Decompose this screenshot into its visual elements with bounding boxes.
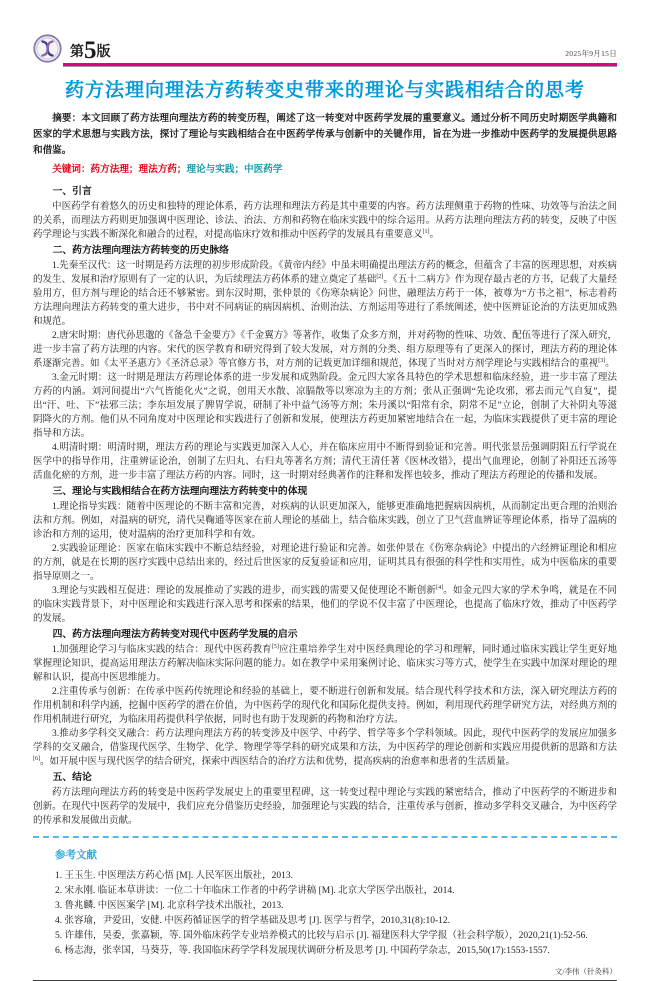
citation-marker: [4]: [436, 584, 444, 591]
reference-item: 4. 张容瑜，尹爱田，安健. 中医药循证医学的哲学基础及思考 [J]. 医学与哲学，2010,31(8):10-12.: [55, 916, 451, 926]
reference-item: 3. 鲁兆麟. 中医医案学 [M]. 北京科学技术出版社，2013.: [55, 901, 284, 911]
section-heading: 三、理论与实践相结合在药方法理向理法方药转变中的体现: [52, 486, 308, 497]
citation-marker: [1]: [422, 228, 430, 235]
reference-list: [33, 869, 617, 959]
body-paragraph: 1.加强理论学习与临床实践的结合：现代中医药教育[5]应注重培养学生对中医经典理论的学习和理解，同时通过临床实践让学生更好地掌握理论知识，提高运用理法方药解决临床实际问题的能力。如在教学中采用案例讨论、临床实习等方式，使学生在实践中加深对理论的理解和认识，提高中医思维能力。: [33, 643, 617, 683]
reference-item: 6. 杨志海，张幸国，马葵芬，等. 我国临床药学学科发展现状调研分析及思考 [J]. 中国药学杂志，2015,50(17):1553-1557.: [55, 946, 550, 956]
body-paragraph: 中医药学有着悠久的历史和独特的理论体系，药方法理和理法方药是其中重要的内容。药方法理侧重于药物的性味、功效等与治法之间的关系，而理法方药则更加强调中医理论、诊法、治法、方剂和药物在临床实践中的综合运用。从药方法理向理法方药的转变，反映了中医药学理论与实践不断深化和融合的过程，对提高临床疗效和推动中医药学的发展具有重要意义[1]。: [33, 202, 617, 240]
abstract-label: 摘要：: [52, 113, 82, 124]
citation-marker: [6]: [33, 755, 40, 762]
body-paragraph: 3.金元时期：这一时期是理法方药理论体系的进一步发展和成熟阶段。金元四大家各具特色的学术思想和临床经验，进一步丰富了理法方药的内涵。刘河间提出“六气皆能化火”之说，创用天水散、凉膈散等以寒凉为主的方剂；张从正强调“先论攻邪，邪去而元气自复”，提出“汗、吐、下”祛邪三法；李东垣发展了脾胃学说，研制了补中益气汤等方剂；朱丹溪以“阳常有余，阴常不足”立论，创制了大补阴丸等滋阴降火的方剂。他们从不同角度对中医理论和实践进行了创新和发展，使理法方药更加紧密地结合在一起，为临床实践提供了更丰富的理论指导和方法。: [33, 373, 617, 439]
section-heading: 四、药方法理向理法方药转变对现代中医药学发展的启示: [52, 629, 298, 640]
issue-date: 2025年9月15日: [565, 49, 617, 58]
reference-item: 1. 王玉生. 中医理法方药心悟 [M]. 人民军医出版社，2013.: [55, 871, 294, 881]
abstract-paragraph: [33, 111, 617, 159]
keywords-line: [33, 162, 617, 177]
edition-suffix: 版: [96, 45, 111, 60]
edition-number: 5: [84, 37, 97, 64]
keywords-teal: 理论与实践；中医药学: [186, 164, 283, 175]
page-header: [33, 34, 617, 64]
article-title: 药方法理向理法方药转变史带来的理论与实践相结合的思考: [64, 80, 585, 101]
author-byline: 文/李伟（针灸科）: [554, 967, 617, 976]
abstract-text: 本文回顾了药方法理向理法方药的转变历程，阐述了这一转变对中医药学发展的重要意义。通过分析不同历史时期医学典籍和医家的学术思想与实践方法，探讨了理论与实践相结合在中医药学传承与创新中的关键作用，旨在为进一步推动中医药学的发展提供思路和借鉴。: [33, 113, 618, 156]
edition-prefix: 第: [70, 45, 84, 60]
hospital-emblem-icon: [33, 34, 62, 63]
body-paragraph: 3.推动多学科交叉融合：药方法理向理法方药的转变涉及中医学、中药学、哲学等多个学科领域。因此，现代中医药学的发展应加强多学科的交叉融合，借鉴现代医学、生物学、化学、物理学等学科的研究成果和方法，为中医药学的理论创新和实践应用提供新的思路和方法[6]。如开展中医与现代医学的结合研究，探索中西医结合的治疗方法和优势，提高疾病的治愈率和患者的生活质量。: [33, 729, 617, 767]
article-body: [33, 184, 617, 828]
keywords-red: 关键词：药方法理；理法方药；: [52, 164, 187, 175]
page-edition-label: [70, 36, 111, 64]
citation-marker: [3]: [598, 357, 606, 364]
citation-marker: [2]: [376, 273, 384, 280]
body-paragraph: 2.唐宋时期：唐代孙思邈的《备急千金要方》《千金翼方》等著作，收集了众多方剂，并对药物的性味、功效、配伍等进行了深入研究，进一步丰富了药方法理的内容。宋代的医学教育和研究得到了较大发展，对方剂的分类、组方原理等有了更深入的探讨，理法方药的理论体系逐渐完善。如《太平圣惠方》《圣济总录》等官修方书，对方剂的记载更加详细和规范，体现了当时对方剂学理论与实践相结合的重视[3]。: [33, 331, 617, 369]
reference-item: 5. 许雄伟，吴委，张嘉颖，等. 国外临床药学专业培养模式的比较与启示 [J]. 福建医科大学学报（社会科学版），2020,21(1):52-56.: [55, 931, 588, 941]
reference-item: 2. 宋永刚. 临证本草讲读：一位二十年临床工作者的中药学讲稿 [M]. 北京大学医学出版社，2014.: [55, 886, 455, 896]
section-heading: 一、引言: [52, 186, 92, 197]
body-paragraph: 2.注重传承与创新：在传承中医药传统理论和经验的基础上，要不断进行创新和发展。结合现代科学技术和方法，深入研究理法方药的作用机制和科学内涵，挖掘中医药学的潜在价值，为中医药学的现代化和国际化提供支持。例如，利用现代药理学研究方法，对经典方剂的作用机制进行研究，为临床用药提供科学依据，同时也有助于发现新的药物和治疗方法。: [33, 687, 617, 725]
references-divider: [33, 836, 617, 838]
body-paragraph: 药方法理向理法方药的转变是中医药学发展史上的重要里程碑，这一转变过程中理论与实践的紧密结合，推动了中医药学的不断进步和创新。在现代中医药学的发展中，我们应充分借鉴历史经验，加强理论与实践的结合，注重传承与创新，推动多学科交叉融合，为中医药学的传承和发展做出贡献。: [33, 788, 617, 826]
body-paragraph: 1.理论指导实践：随着中医理论的不断丰富和完善，对疾病的认识更加深入，能够更准确地把握病因病机，从而制定出更合理的治则治法和方剂。例如，对温病的研究，清代吴鞠通等医家在前人理论的基础上，结合临床实践，创立了卫气营血辨证等理论体系，指导了温病的诊治和方剂的运用，使对温病的治疗更加科学和有效。: [33, 502, 617, 540]
citation-marker: [5]: [271, 643, 279, 650]
header-divider: [63, 63, 617, 67]
section-heading: 五、结论: [52, 772, 92, 783]
body-paragraph: 2.实践验证理论：医家在临床实践中不断总结经验，对理论进行验证和完善。如张仲景在《伤寒杂病论》中提出的六经辨证理论和相应的方剂，就是在长期的医疗实践中总结出来的，经过后世医家的反复验证和应用，证明其具有很强的科学性和实用性，成为中医临床的重要指导原则之一。: [33, 544, 617, 582]
section-heading: 二、药方法理向理法方药转变的历史脉络: [52, 245, 229, 256]
body-paragraph: 4.明清时期：明清时期，理法方药的理论与实践更加深入人心，并在临床应用中不断得到验证和完善。明代张景岳强调阴阳五行学说在医学中的指导作用，注重辨证论治，创制了左归丸、右归丸等著名方剂；清代王清任著《医林改错》，提出气血理论，创制了补阳还五汤等活血化瘀的方剂，进一步丰富了理法方药的内容。同时，这一时期对经典著作的注释和发挥也较多，推动了理法方药理论的传播和发展。: [33, 443, 617, 481]
references-heading: 参考文献: [55, 849, 97, 861]
body-paragraph: 1.先秦至汉代：这一时期是药方法理的初步形成阶段。《黄帝内经》中虽未明确提出理法方药的概念，但蕴含了丰富的医理思想，对疾病的发生、发展和治疗原则有了一定的认识，为后续理法方药体系的建立奠定了基础[2]。《五十二病方》作为现存最古老的方书，记载了大量经验用方，但方剂与理论的结合还不够紧密。到东汉时期，张仲景的《伤寒杂病论》问世，融理法方药于一体，被尊为“方书之祖”，标志着药方法理向理法方药转变的重大进步，书中对不同病证的病因病机、治则治法、方剂运用等进行了系统阐述，使中医辨证论治的方法更加成熟和规范。: [33, 261, 617, 327]
body-paragraph: 3.理论与实践相互促进：理论的发展推动了实践的进步，而实践的需要又促使理论不断创新[4]。如金元四大家的学术争鸣，就是在不同的临床实践背景下，对中医理论和实践进行深入思考和探索的结果，他们的学说不仅丰富了中医理论，也提高了临床疗效，推动了中医药学的发展。: [33, 584, 617, 624]
references-section: [33, 847, 617, 959]
